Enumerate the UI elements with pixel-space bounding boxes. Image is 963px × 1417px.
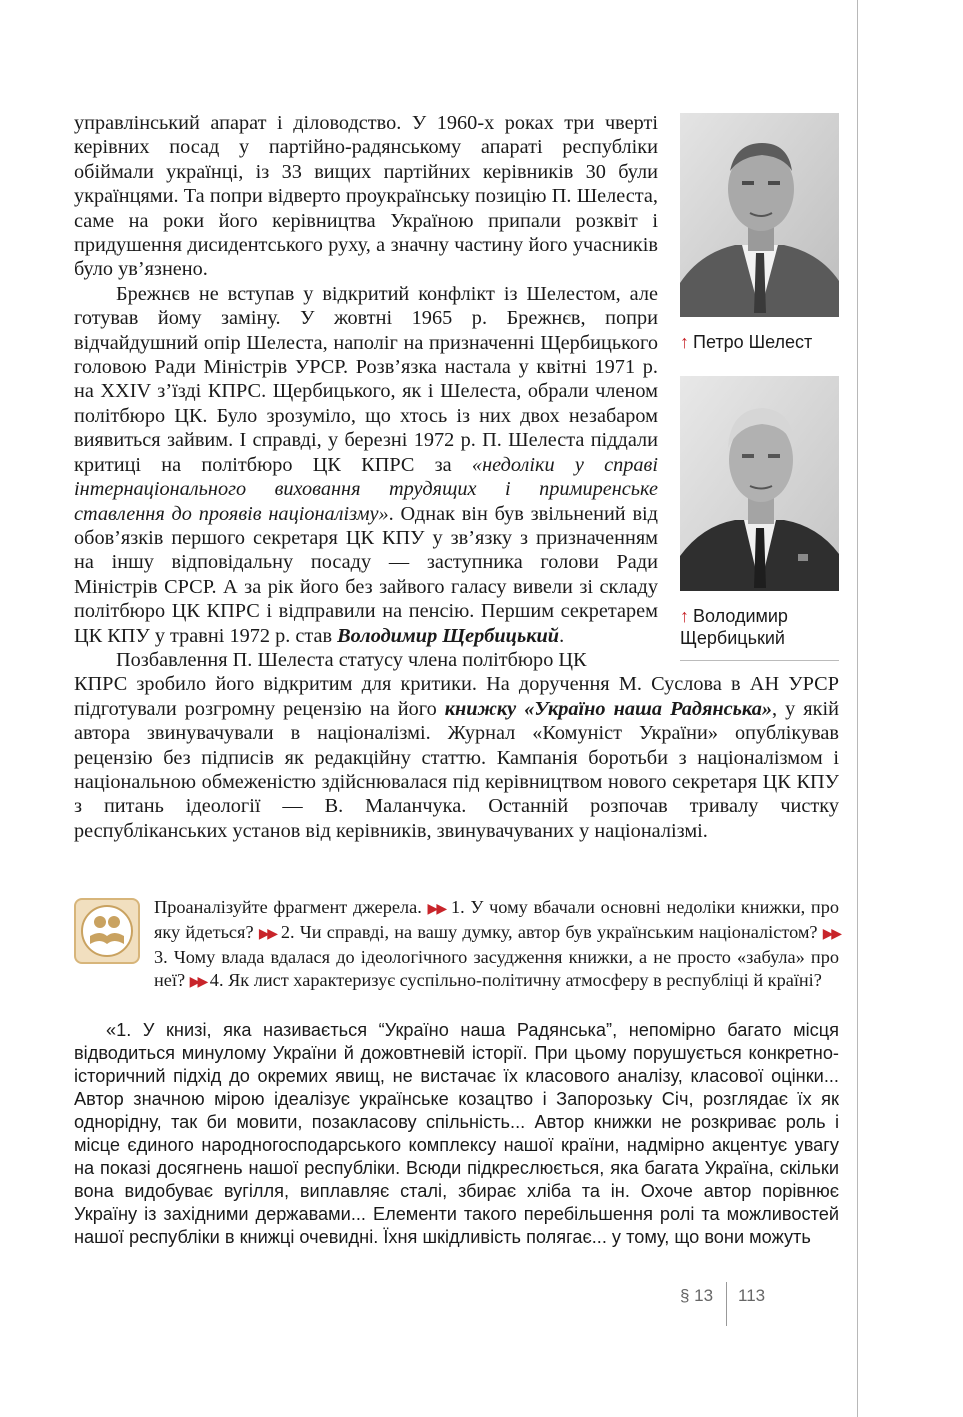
paragraph-1: управлінський апарат і діловодство. У 1960-х роках три чверті керівних посад у партійно-радянському апараті республіки обіймали українці, із 33 вищих партійних керівників 30 були українцями. Та попри відверто проукраїнську позицію П. Шелеста, саме на роки його керівництва Україною припали розквіт і придушення дисидентського руху, а значну частину його учасників було ув’язнено.	[74, 112, 658, 281]
question-1: 1. У чому вбачали основні недоліки книжки, про яку йдеться?	[154, 897, 839, 942]
paragraph-3-first-line: Позбавлення П. Шелеста статусу члена політбюро ЦК	[116, 648, 587, 671]
double-triangle-icon: ▶▶	[822, 927, 839, 942]
caption-volodymyr-shcherbytsky: ↑ Володимир Щербицький	[680, 606, 788, 648]
section-number: § 13	[680, 1286, 714, 1305]
caption-petro-shelest: ↑ Петро Шелест	[680, 332, 813, 352]
caption-divider	[680, 660, 839, 661]
double-triangle-icon: ▶▶	[189, 975, 206, 990]
page-edge-rule	[857, 0, 858, 1417]
double-triangle-icon: ▶▶	[258, 927, 276, 942]
source-quote: «1. У книзі, яка називається “Україно наша Радянська”, непомірно багато місця відводиться минулому України й дожовтневій історії. При цьому порушується конкретно-історичний підхід до окремих явищ, не вистачає їх класового аналізу, класової оцінки... Автор значною мірою ідеалізує українське козацтво і Запорозьку Січ, розглядає їх як однорідну, так би мовити, позакласову спільність... Автор книжки не розкриває роль і місце єдиного народногосподарського комплексу нашої країни, надмірно акцентує увагу на показі досягнень нашої республіки. Всюди підкреслюється, яка багата Україна, скільки вона видобуває вугілля, виплавляє сталі, збирає хліба та ін. Охоче автор порівнює Україну із західними державами... Елементи такого перебільшення ролі та можливостей нашої республіки в книжці очевидні. Їхня шкідливість полягає... у тому, що вони можуть	[74, 1020, 839, 1247]
arrow-up-icon: ↑	[680, 332, 689, 352]
paragraph-3: КПРС зробило його відкритим для критики. На доручення М. Суслова в АН УРСР підготували розгромну рецензію на його книжку «Україно наша Радянська», у якій автора звинувачували в націоналізмі. Журнал «Комуніст України» опублікував рецензію без підписів як редакційну статтю. Кампанія боротьби з націоналізмом і національною обмеженістю здійснювалася під керівництвом нового секретаря ЦК КПУ з питань ідеології — В. Маланчука. Останній розпочав тривалу чистку республіканських установ від керівників, звинувачуваних у націоналізмі.	[74, 673, 839, 842]
shcherbytsky-name: Володимир Щербицький	[337, 624, 560, 647]
paragraph-2: Брежнєв не вступав у відкритий конфлікт із Шелестом, але готував йому заміну. У жовтні 1965 р. Брежнєв, попри відчайдушний опір Шелеста, наполіг на призначенні Щербицького головою Ради Міністрів УРСР. Розв’язка настала у квітні 1971 р. на XXIV з’їзді КПРС. Щербицького, як і Шелеста, обрали членом політбюро ЦК. Було зрозуміло, що хтось із них двох незабаром виявиться зайвим. І справді, у березні 1972 р. П. Шелеста піддали критиці на політбюро ЦК КПРС за «недоліки у справі інтернаціонального виховання трудящих і примиренське ставлення до проявів націоналізму». Однак він був звільнений від обов’язків першого секретаря ЦК КПУ у зв’язку з призначенням на іншу відповідальну посаду — заступника голови Ради Міністрів СРСР. А за рік його без зайвого галасу вивели зі складу політбюро ЦК КПРС і відправили на пенсію. Першим секретарем ЦК КПУ у травні 1972 р. став Володимир Щербицький.	[74, 282, 658, 647]
book-title: книжку «Україно наша Радянська»	[444, 697, 772, 720]
page-number: 113	[738, 1286, 766, 1305]
question-4: 4. Як лист характеризує суспільно-політичну атмосферу в республіці й країні?	[209, 970, 822, 990]
question-2: 2. Чи справді, на вашу думку, автор був українським націоналістом?	[280, 922, 818, 942]
footer-separator	[726, 1282, 727, 1326]
question-3: 3. Чому влада вдалася до ідеологічного засудження книжки, а не просто «забула» про неї?	[154, 947, 839, 990]
double-triangle-icon: ▶▶	[427, 902, 446, 917]
source-task: Проаналізуйте фрагмент джерела. ▶▶ 1. У чому вбачали основні недоліки книжки, про яку йдеться? ▶▶ 2. Чи справді, на вашу думку, автор був українським націоналістом? ▶▶ 3. Чому влада вдалася до ідеологічного засудження книжки, а не просто «забула» про неї? ▶▶ 4. Як лист характеризує суспільно-політичну атмосферу в республіці й країні?	[154, 897, 839, 990]
photo-petro-shelest	[680, 113, 839, 317]
arrow-up-icon: ↑	[680, 606, 689, 626]
party-quote: «недоліки у справі інтернаціонального виховання трудящих і примиренське ставлення до проявів націоналізму»	[74, 453, 658, 525]
photo-volodymyr-shcherbytsky	[680, 376, 839, 591]
